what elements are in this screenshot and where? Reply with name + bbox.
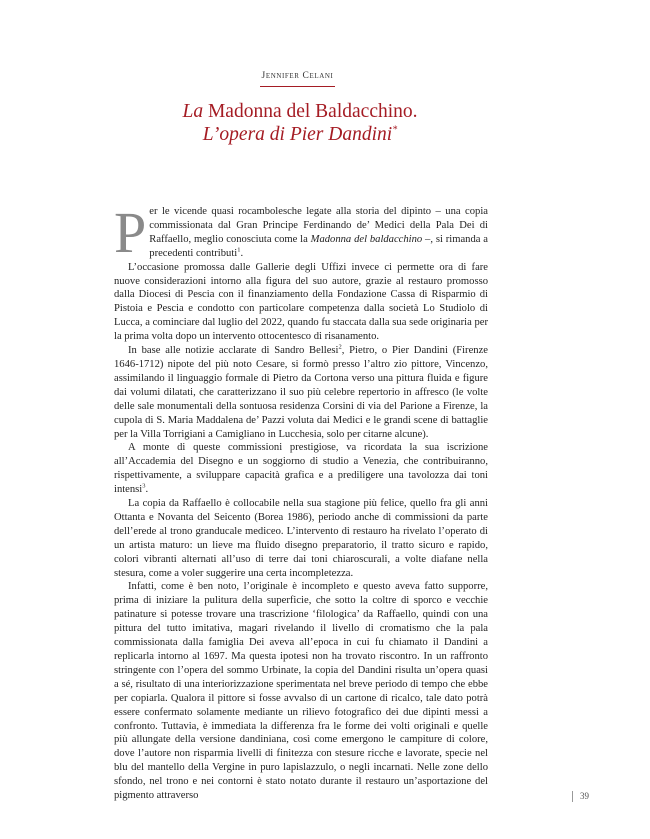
title-line bbox=[0, 100, 600, 123]
author-divider bbox=[260, 86, 335, 87]
subtitle-text: L’opera di Pier Dandini bbox=[202, 124, 393, 145]
title-text: Madonna del Baldacchino. bbox=[203, 101, 418, 122]
paragraph-text: –, si rimanda a precedenti contributi bbox=[149, 233, 488, 259]
artwork-title: Madonna del baldacchino bbox=[310, 233, 423, 245]
author-name: Jennifer Celani bbox=[261, 71, 334, 81]
footnote-ref: 3 bbox=[142, 482, 146, 490]
paragraph-4 bbox=[114, 441, 488, 497]
paragraph-text: er le vicende quasi rocambolesche legate alla storia del dipinto – una copia commissionata dal Gran Principe Ferdinando de’ Medici della Pala Dei di Raffaello, meglio conosciuta come la bbox=[149, 206, 488, 245]
paragraph-text: A monte di queste commissioni prestigiose, va ricordata la sua iscrizione all’Accademia del Disegno e un soggiorno di studio a Venezia, che contribuiranno, rispettivamente, a sviluppare capacità grafica e a prediligere una tavolozza dai toni intensi bbox=[114, 442, 488, 496]
footnote-ref: 2 bbox=[338, 343, 342, 351]
paragraph-5: La copia da Raffaello è collocabile nella sua stagione più felice, quello fra gli anni Ottanta e Novanta del Seicento (Borea 1986), periodo anche di commissioni da parte dell’erede al trono granducale mediceo. L’intervento di restauro ha rivelato l’operato di un artista maturo: un lieve ma fluido disegno preparatorio, il tratto sicuro e rapido, colori vibranti alternati all’uso di terre dai toni chiaroscurali, a volte diafane nella stesura, come a voler suggerire una certa incompletezza. bbox=[114, 498, 488, 579]
paragraph-text: , Pietro, o Pier Dandini (Firenze 1646-1712) nipote del più noto Cesare, si formò presso l’altro zio pittore, Vincenzo, assimilando il linguaggio formale di Pietro da Cortona verso una pittura fluida e figure dai volumi dilatati, che caratterizzano il suo più celebre repertorio in affresco (le volte delle sale monumentali della sontuosa residenza Corsini di via del Parione a Firenze, la cupola di S. Maria Maddalena de’ Pazzi voluta dai Medici e le grandi scene di battaglie per la Villa Torrigiani a Camigliano in Lucchesia, solo per citarne alcune). bbox=[114, 345, 488, 440]
paragraph-text: In base alle notizie acclarate di Sandro Bellesi bbox=[128, 345, 339, 357]
paragraph-text: . bbox=[145, 484, 149, 496]
drop-cap: P bbox=[114, 200, 147, 265]
article-body bbox=[114, 200, 488, 803]
subtitle-line bbox=[0, 123, 600, 146]
footnote-ref: 1 bbox=[237, 246, 241, 254]
paragraph-1 bbox=[114, 200, 488, 265]
paragraph-text: . bbox=[240, 247, 244, 259]
page-number: 39 bbox=[572, 791, 589, 802]
title-italic: La bbox=[182, 101, 204, 122]
paragraph-2: L’occasione promossa dalle Gallerie degli Uffizi invece ci permette ora di fare nuove considerazioni intorno alla figura del suo autore, grazie al restauro promosso dalla Diocesi di Pescia con il finanziamento della Fondazione Cassa di Risparmio di Pistoia e Pescia e condotto con particolare competenza dalla società Lo Studiolo di Lucca, a cominciare dal luglio del 2022, quando fu staccata dalla sua sede originaria per la prima volta dopo un intervento ottocentesco di risanamento. bbox=[114, 261, 488, 343]
paragraph-6: Infatti, come è ben noto, l’originale è incompleto e questo aveva fatto supporre, prima di iniziare la pulitura della superficie, che sotto la coltre di sporco e vecchie patinature si potesse trovare una trascrizione ‘filologica’ da Raffaello, quindi con una pittura del tutto imitativa, magari rivelando il livello di cromatismo che la pala commissionata dalla famiglia Dei aveva all’epoca in cui fu chiamato il Dandini a replicarla intorno al 1697. Ma questa ipotesi non ha trovato riscontro. In un raffronto stringente con l’opera del sommo Urbinate, la copia del Dandini risulta un’opera quasi a sé, risultato di una interiorizzazione sperimentata nel breve periodo di tempo che ebbe per copiarla. Qualora il pittore si fosse avvalso di un cartone di ricalco, tale dato potrà essere confermato solamente mediante un rilievo fotografico dei due dipinti messi a confronto. Tuttavia, è immediata la differenza fra le forme dei volti originali e quelle più allungate della versione dandiniana, così come emergono le campiture di colore, dove l’autore non risparmia livelli di finitezza con stesure ricche e lavorate, specie nel blu del mantello della Vergine in puro lapislazzulo, o negli incarnati. Nelle zone dello sfondo, nel trono e nei contorni è stato notato durante il restauro un’asportazione del pigmento attraverso bbox=[114, 581, 488, 802]
article-title bbox=[0, 100, 600, 146]
title-note-mark: * bbox=[392, 124, 398, 136]
paragraph-3 bbox=[114, 344, 488, 441]
